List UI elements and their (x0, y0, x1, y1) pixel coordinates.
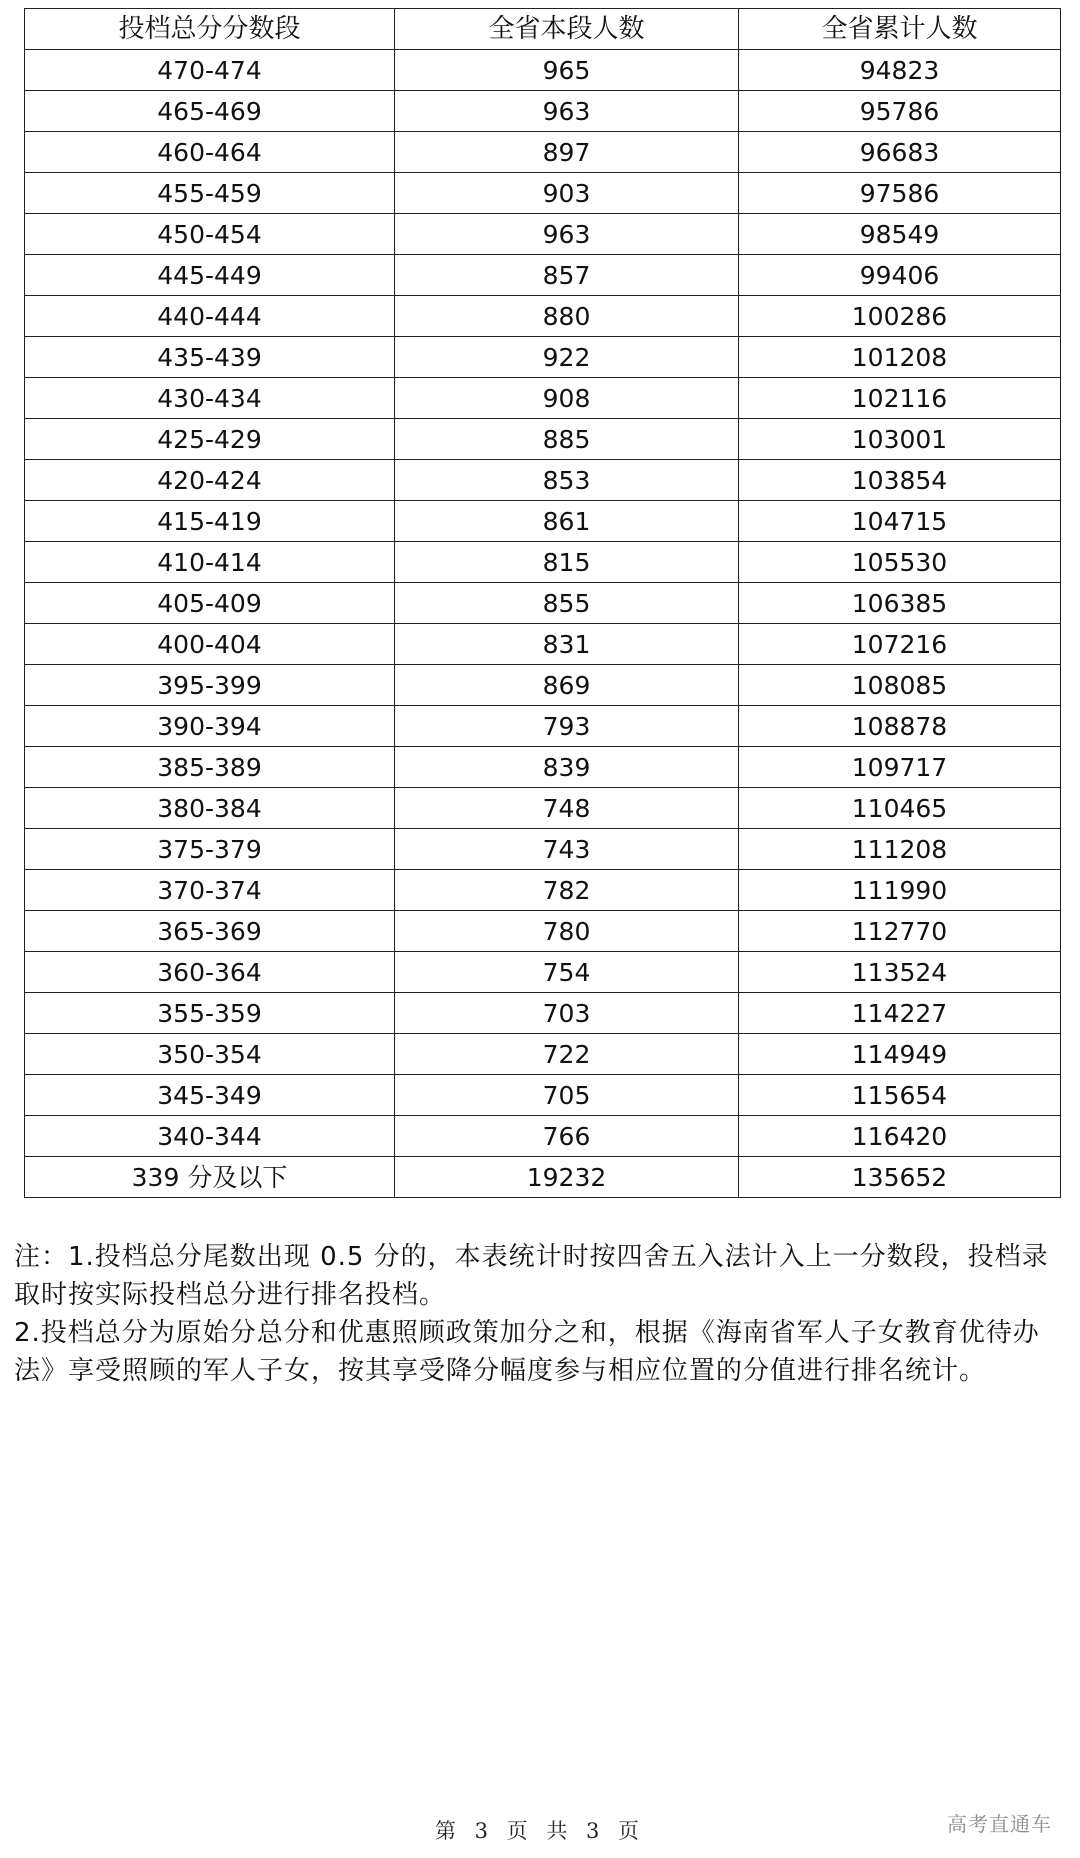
table-row (25, 173, 1061, 214)
cell-cumulative-count: 98549 (739, 214, 1061, 255)
table-row (25, 665, 1061, 706)
cell-cumulative-count: 108878 (739, 706, 1061, 747)
cell-segment-count: 780 (395, 911, 739, 952)
table-body (25, 50, 1061, 1198)
cell-score-range: 405-409 (25, 583, 395, 624)
cell-score-range: 440-444 (25, 296, 395, 337)
table-row (25, 993, 1061, 1034)
header-score-range: 投档总分分数段 (25, 9, 395, 50)
cell-segment-count: 963 (395, 214, 739, 255)
table-row (25, 296, 1061, 337)
cell-cumulative-count: 113524 (739, 952, 1061, 993)
cell-cumulative-count: 95786 (739, 91, 1061, 132)
table-row (25, 1034, 1061, 1075)
cell-segment-count: 869 (395, 665, 739, 706)
cell-score-range: 355-359 (25, 993, 395, 1034)
cell-cumulative-count: 112770 (739, 911, 1061, 952)
table-row (25, 214, 1061, 255)
cell-score-range: 465-469 (25, 91, 395, 132)
table-row (25, 1075, 1061, 1116)
cell-segment-count: 19232 (395, 1157, 739, 1198)
table-row (25, 870, 1061, 911)
note-2: 2.投档总分为原始分总分和优惠照顾政策加分之和，根据《海南省军人子女教育优待办法》享受照顾的军人子女，按其享受降分幅度参与相应位置的分值进行排名统计。 (14, 1318, 1040, 1386)
table-row (25, 378, 1061, 419)
cell-segment-count: 885 (395, 419, 739, 460)
table-row (25, 706, 1061, 747)
cell-segment-count: 793 (395, 706, 739, 747)
cell-segment-count: 766 (395, 1116, 739, 1157)
cell-segment-count: 815 (395, 542, 739, 583)
cell-score-range: 345-349 (25, 1075, 395, 1116)
cell-segment-count: 722 (395, 1034, 739, 1075)
table-row (25, 337, 1061, 378)
cell-score-range: 410-414 (25, 542, 395, 583)
table-row (25, 132, 1061, 173)
cell-segment-count: 908 (395, 378, 739, 419)
cell-segment-count: 705 (395, 1075, 739, 1116)
cell-segment-count: 839 (395, 747, 739, 788)
table-row (25, 419, 1061, 460)
note-1: 注：1.投档总分尾数出现 0.5 分的，本表统计时按四舍五入法计入上一分数段，投档录取时按实际投档总分进行排名投档。 (14, 1242, 1049, 1310)
cell-score-range: 420-424 (25, 460, 395, 501)
cell-score-range: 400-404 (25, 624, 395, 665)
cell-cumulative-count: 102116 (739, 378, 1061, 419)
cell-cumulative-count: 103854 (739, 460, 1061, 501)
cell-score-range: 340-344 (25, 1116, 395, 1157)
cell-segment-count: 857 (395, 255, 739, 296)
cell-score-range: 450-454 (25, 214, 395, 255)
cell-score-range: 339 分及以下 (25, 1157, 395, 1198)
table-row (25, 91, 1061, 132)
notes-section (14, 1238, 1066, 1390)
score-distribution-table (24, 8, 1061, 1198)
table-header-row (25, 9, 1061, 50)
table-row (25, 829, 1061, 870)
cell-score-range: 445-449 (25, 255, 395, 296)
cell-score-range: 395-399 (25, 665, 395, 706)
cell-cumulative-count: 107216 (739, 624, 1061, 665)
cell-score-range: 370-374 (25, 870, 395, 911)
cell-cumulative-count: 110465 (739, 788, 1061, 829)
cell-score-range: 360-364 (25, 952, 395, 993)
cell-cumulative-count: 94823 (739, 50, 1061, 91)
cell-cumulative-count: 114949 (739, 1034, 1061, 1075)
cell-segment-count: 922 (395, 337, 739, 378)
cell-score-range: 375-379 (25, 829, 395, 870)
table-row (25, 952, 1061, 993)
cell-score-range: 470-474 (25, 50, 395, 91)
cell-cumulative-count: 99406 (739, 255, 1061, 296)
cell-segment-count: 703 (395, 993, 739, 1034)
cell-score-range: 365-369 (25, 911, 395, 952)
table-row (25, 460, 1061, 501)
cell-segment-count: 831 (395, 624, 739, 665)
cell-score-range: 415-419 (25, 501, 395, 542)
cell-cumulative-count: 111990 (739, 870, 1061, 911)
cell-segment-count: 897 (395, 132, 739, 173)
table-row (25, 911, 1061, 952)
cell-cumulative-count: 108085 (739, 665, 1061, 706)
watermark-text: 高考直通车 (947, 1812, 1052, 1836)
cell-cumulative-count: 111208 (739, 829, 1061, 870)
cell-score-range: 385-389 (25, 747, 395, 788)
cell-cumulative-count: 103001 (739, 419, 1061, 460)
table-row (25, 624, 1061, 665)
cell-score-range: 430-434 (25, 378, 395, 419)
table-row (25, 50, 1061, 91)
cell-cumulative-count: 109717 (739, 747, 1061, 788)
cell-cumulative-count: 96683 (739, 132, 1061, 173)
table-row (25, 255, 1061, 296)
cell-cumulative-count: 116420 (739, 1116, 1061, 1157)
cell-cumulative-count: 114227 (739, 993, 1061, 1034)
table-row (25, 1157, 1061, 1198)
cell-segment-count: 743 (395, 829, 739, 870)
header-cumulative-count: 全省累计人数 (739, 9, 1061, 50)
cell-score-range: 390-394 (25, 706, 395, 747)
cell-score-range: 460-464 (25, 132, 395, 173)
cell-score-range: 350-354 (25, 1034, 395, 1075)
table-row (25, 747, 1061, 788)
cell-segment-count: 880 (395, 296, 739, 337)
cell-cumulative-count: 105530 (739, 542, 1061, 583)
cell-score-range: 380-384 (25, 788, 395, 829)
cell-segment-count: 903 (395, 173, 739, 214)
cell-segment-count: 855 (395, 583, 739, 624)
cell-segment-count: 853 (395, 460, 739, 501)
table-row (25, 583, 1061, 624)
table-row (25, 542, 1061, 583)
cell-score-range: 455-459 (25, 173, 395, 214)
cell-cumulative-count: 115654 (739, 1075, 1061, 1116)
cell-cumulative-count: 135652 (739, 1157, 1061, 1198)
header-segment-count: 全省本段人数 (395, 9, 739, 50)
cell-cumulative-count: 101208 (739, 337, 1061, 378)
table-row (25, 788, 1061, 829)
table-row (25, 1116, 1061, 1157)
cell-cumulative-count: 97586 (739, 173, 1061, 214)
cell-segment-count: 861 (395, 501, 739, 542)
cell-segment-count: 963 (395, 91, 739, 132)
cell-segment-count: 782 (395, 870, 739, 911)
cell-cumulative-count: 106385 (739, 583, 1061, 624)
cell-segment-count: 754 (395, 952, 739, 993)
cell-score-range: 435-439 (25, 337, 395, 378)
cell-cumulative-count: 100286 (739, 296, 1061, 337)
cell-cumulative-count: 104715 (739, 501, 1061, 542)
cell-segment-count: 748 (395, 788, 739, 829)
page-number: 第 3 页 共 3 页 (434, 1819, 646, 1843)
cell-score-range: 425-429 (25, 419, 395, 460)
cell-segment-count: 965 (395, 50, 739, 91)
table-row (25, 501, 1061, 542)
